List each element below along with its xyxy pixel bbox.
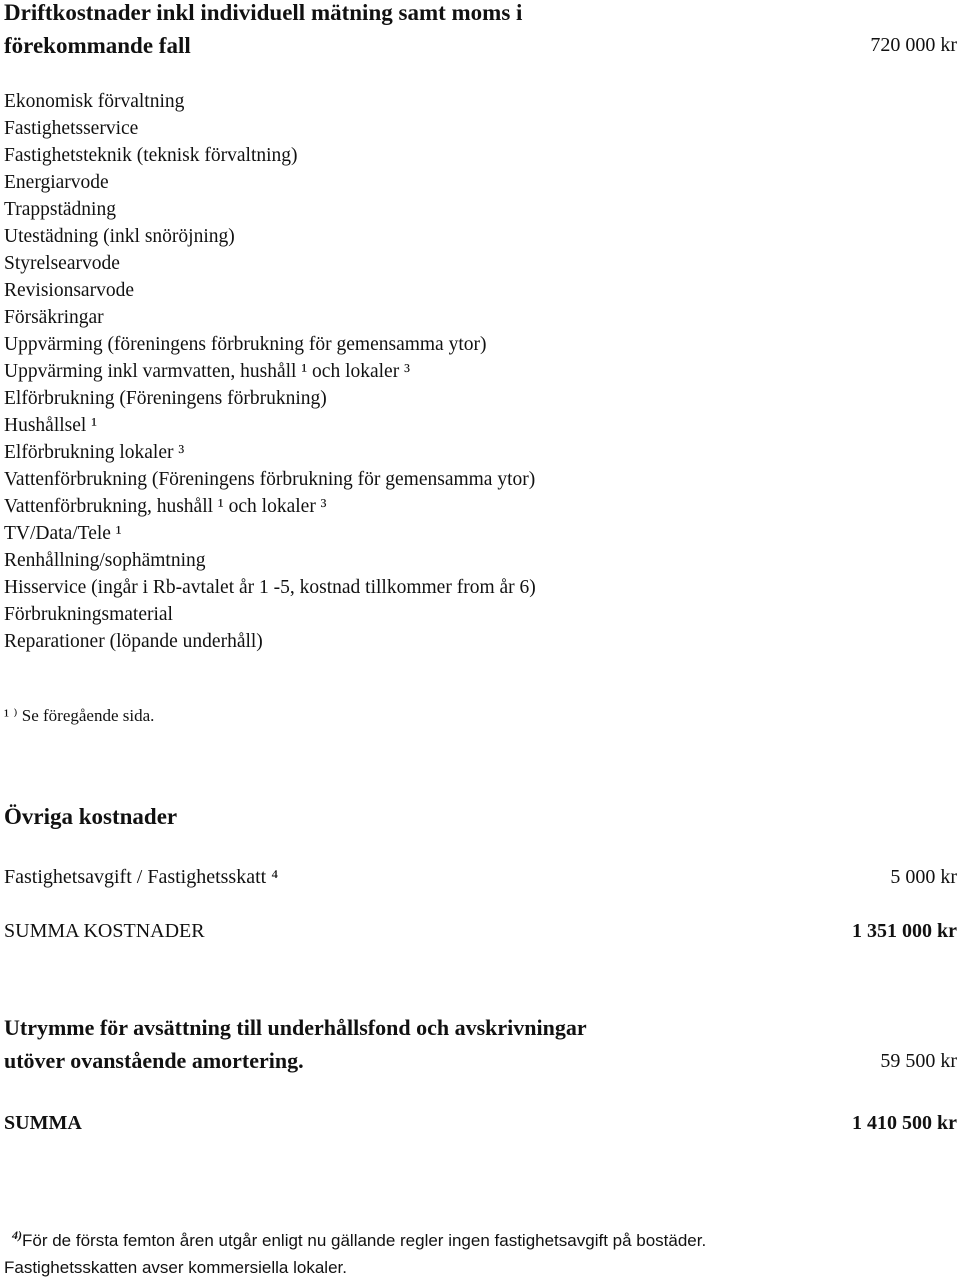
reserve-label <box>4 1011 587 1077</box>
list-item: Reparationer (löpande underhåll) <box>4 631 263 652</box>
reserve-amount: 59 500 kr <box>880 1050 957 1072</box>
list-item: Elförbrukning lokaler ³ <box>4 442 185 463</box>
grand-total-amount: 1 410 500 kr <box>852 1112 957 1134</box>
total-costs-amount: 1 351 000 kr <box>852 920 957 942</box>
operating-costs-amount: 720 000 kr <box>870 34 957 56</box>
other-costs-heading: Övriga kostnader <box>4 804 178 829</box>
list-item: Försäkringar <box>4 307 104 328</box>
list-item: Renhållning/sophämtning <box>4 550 206 571</box>
list-item: Utestädning (inkl snöröjning) <box>4 226 235 247</box>
list-item: Uppvärming inkl varmvatten, hushåll ¹ och lokaler ³ <box>4 361 410 382</box>
operating-costs-title <box>4 0 522 62</box>
list-item: Hisservice (ingår i Rb-avtalet år 1 -5, kostnad tillkommer from år 6) <box>4 577 536 598</box>
property-fee-amount: 5 000 kr <box>890 866 957 888</box>
list-item: Vattenförbrukning, hushåll ¹ och lokaler ³ <box>4 496 327 517</box>
list-item: Trappstädning <box>4 199 116 220</box>
list-item: Elförbrukning (Föreningens förbrukning) <box>4 388 327 409</box>
list-item: Ekonomisk förvaltning <box>4 91 185 112</box>
list-item: Uppvärming (föreningens förbrukning för gemensamma ytor) <box>4 334 487 355</box>
footnote-1: ¹ ⁾ Se föregående sida. <box>4 706 155 725</box>
list-item: Revisionsarvode <box>4 280 134 301</box>
title-line-1: Driftkostnader inkl individuell mätning samt moms i <box>4 0 523 25</box>
list-item: Fastighetsteknik (teknisk förvaltning) <box>4 145 298 166</box>
reserve-label-line-2: utöver ovanstående amortering. <box>4 1048 304 1073</box>
operating-cost-items <box>4 88 536 655</box>
grand-total-label: SUMMA <box>4 1112 82 1134</box>
list-item: Förbrukningsmaterial <box>4 604 173 625</box>
list-item: Vattenförbrukning (Föreningens förbrukning för gemensamma ytor) <box>4 469 536 490</box>
footnote-4-marker: 4) <box>12 1228 22 1242</box>
property-fee-label: Fastighetsavgift / Fastighetsskatt ⁴ <box>4 866 279 888</box>
list-item: Energiarvode <box>4 172 109 193</box>
footnote-4 <box>4 1222 764 1281</box>
list-item: Hushållsel ¹ <box>4 415 98 436</box>
title-line-2: förekommande fall <box>4 33 191 58</box>
list-item: Fastighetsservice <box>4 118 139 139</box>
list-item: Styrelsearvode <box>4 253 120 274</box>
footnote-4-text: För de första femton åren utgår enligt nu gällande regler ingen fastighetsavgift på bostäder. Fastighetsskatten avser kommersiella lokaler. <box>4 1231 707 1277</box>
total-costs-label: SUMMA KOSTNADER <box>4 920 205 942</box>
reserve-label-line-1: Utrymme för avsättning till underhållsfond och avskrivningar <box>4 1015 587 1040</box>
list-item: TV/Data/Tele ¹ <box>4 523 122 544</box>
